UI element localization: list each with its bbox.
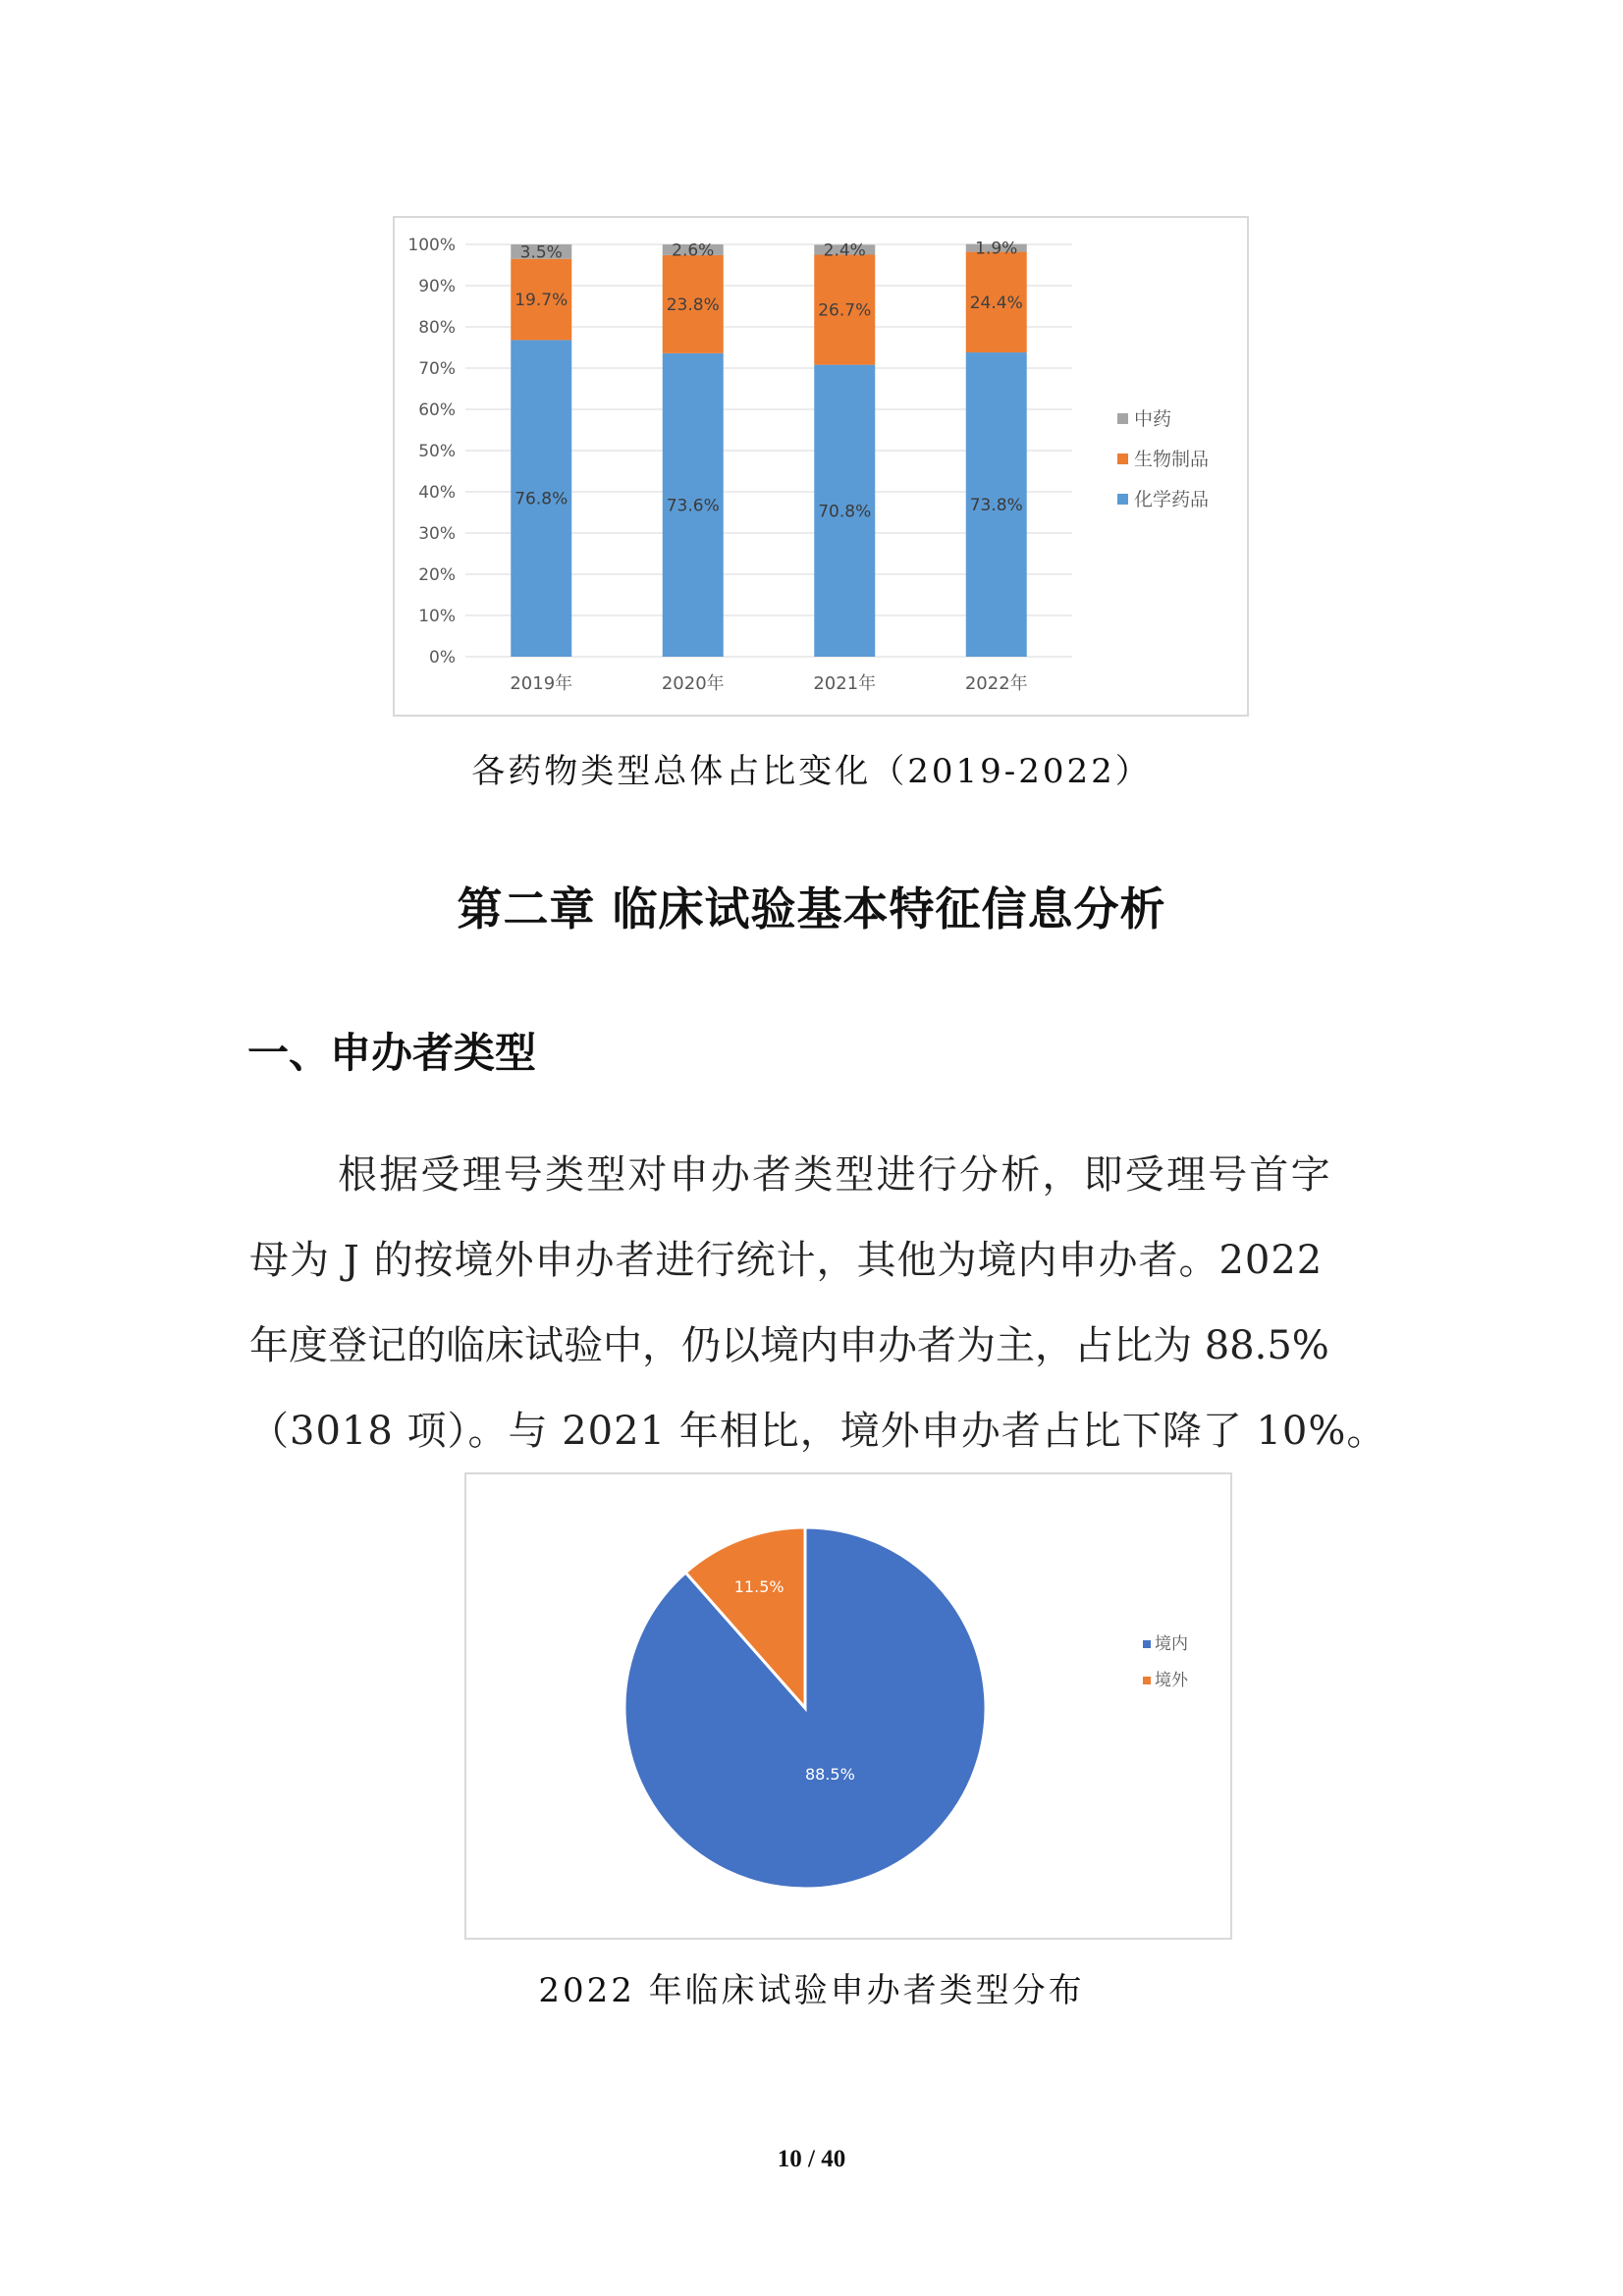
data-label: 76.8% bbox=[514, 489, 568, 509]
legend-swatch bbox=[1117, 454, 1128, 464]
y-tick-label: 100% bbox=[407, 236, 456, 255]
page-number: 10 / 40 bbox=[777, 2146, 846, 2172]
y-tick-label: 80% bbox=[418, 318, 456, 338]
legend-label: 化学药品 bbox=[1134, 489, 1210, 510]
y-tick-label: 70% bbox=[418, 359, 456, 379]
legend-label: 生物制品 bbox=[1134, 449, 1210, 470]
data-label: 2.4% bbox=[823, 240, 866, 261]
y-tick-label: 60% bbox=[418, 400, 456, 420]
paragraph-line: （3018 项）。与 2021 年相比，境外申办者占比下降了 10%。 bbox=[249, 1409, 1387, 1454]
data-label: 73.6% bbox=[666, 496, 720, 516]
data-label: 26.7% bbox=[818, 300, 872, 321]
data-label: 19.7% bbox=[514, 291, 568, 311]
legend-swatch bbox=[1143, 1640, 1151, 1648]
bar-chart bbox=[395, 218, 1247, 715]
pie-chart-caption: 2022 年临床试验申办者类型分布 bbox=[538, 1971, 1085, 2010]
x-tick-label: 2021年 bbox=[813, 673, 877, 694]
legend-swatch bbox=[1117, 494, 1128, 505]
data-label: 3.5% bbox=[519, 242, 563, 263]
paragraph-line: 根据受理号类型对申办者类型进行分析，即受理号首字 bbox=[338, 1152, 1332, 1198]
chapter-title: 第二章 临床试验基本特征信息分析 bbox=[457, 882, 1166, 935]
pie-chart-frame bbox=[464, 1472, 1232, 1940]
slice-label: 88.5% bbox=[804, 1765, 855, 1785]
y-tick-label: 90% bbox=[418, 277, 456, 296]
data-label: 23.8% bbox=[666, 294, 720, 315]
data-label: 1.9% bbox=[975, 239, 1018, 259]
paragraph-line: 母为 J 的按境外申办者进行统计，其他为境内申办者。2022 bbox=[249, 1238, 1324, 1283]
y-tick-label: 0% bbox=[429, 648, 456, 667]
data-label: 70.8% bbox=[818, 502, 872, 522]
data-label: 2.6% bbox=[672, 240, 715, 261]
y-tick-label: 20% bbox=[418, 565, 456, 585]
data-label: 24.4% bbox=[969, 293, 1023, 313]
legend-label: 中药 bbox=[1134, 408, 1172, 430]
pie-chart bbox=[466, 1474, 1230, 1938]
y-tick-label: 50% bbox=[418, 442, 456, 461]
legend-swatch bbox=[1143, 1677, 1151, 1684]
legend-label: 境外 bbox=[1155, 1671, 1188, 1690]
y-tick-label: 40% bbox=[418, 483, 456, 503]
legend-label: 境内 bbox=[1155, 1634, 1188, 1654]
data-label: 73.8% bbox=[969, 496, 1023, 516]
x-tick-label: 2022年 bbox=[964, 673, 1028, 694]
bar-chart-caption: 各药物类型总体占比变化（2019-2022） bbox=[471, 752, 1152, 791]
legend-swatch bbox=[1117, 413, 1128, 424]
y-tick-label: 30% bbox=[418, 524, 456, 544]
y-tick-label: 10% bbox=[418, 607, 456, 626]
bar-chart-frame bbox=[393, 216, 1249, 717]
x-tick-label: 2020年 bbox=[661, 673, 725, 694]
slice-label: 11.5% bbox=[733, 1577, 784, 1597]
x-tick-label: 2019年 bbox=[510, 673, 573, 694]
paragraph-line: 年度登记的临床试验中，仍以境内申办者为主，占比为 88.5% bbox=[249, 1323, 1329, 1368]
section-title: 一、申办者类型 bbox=[247, 1029, 537, 1077]
